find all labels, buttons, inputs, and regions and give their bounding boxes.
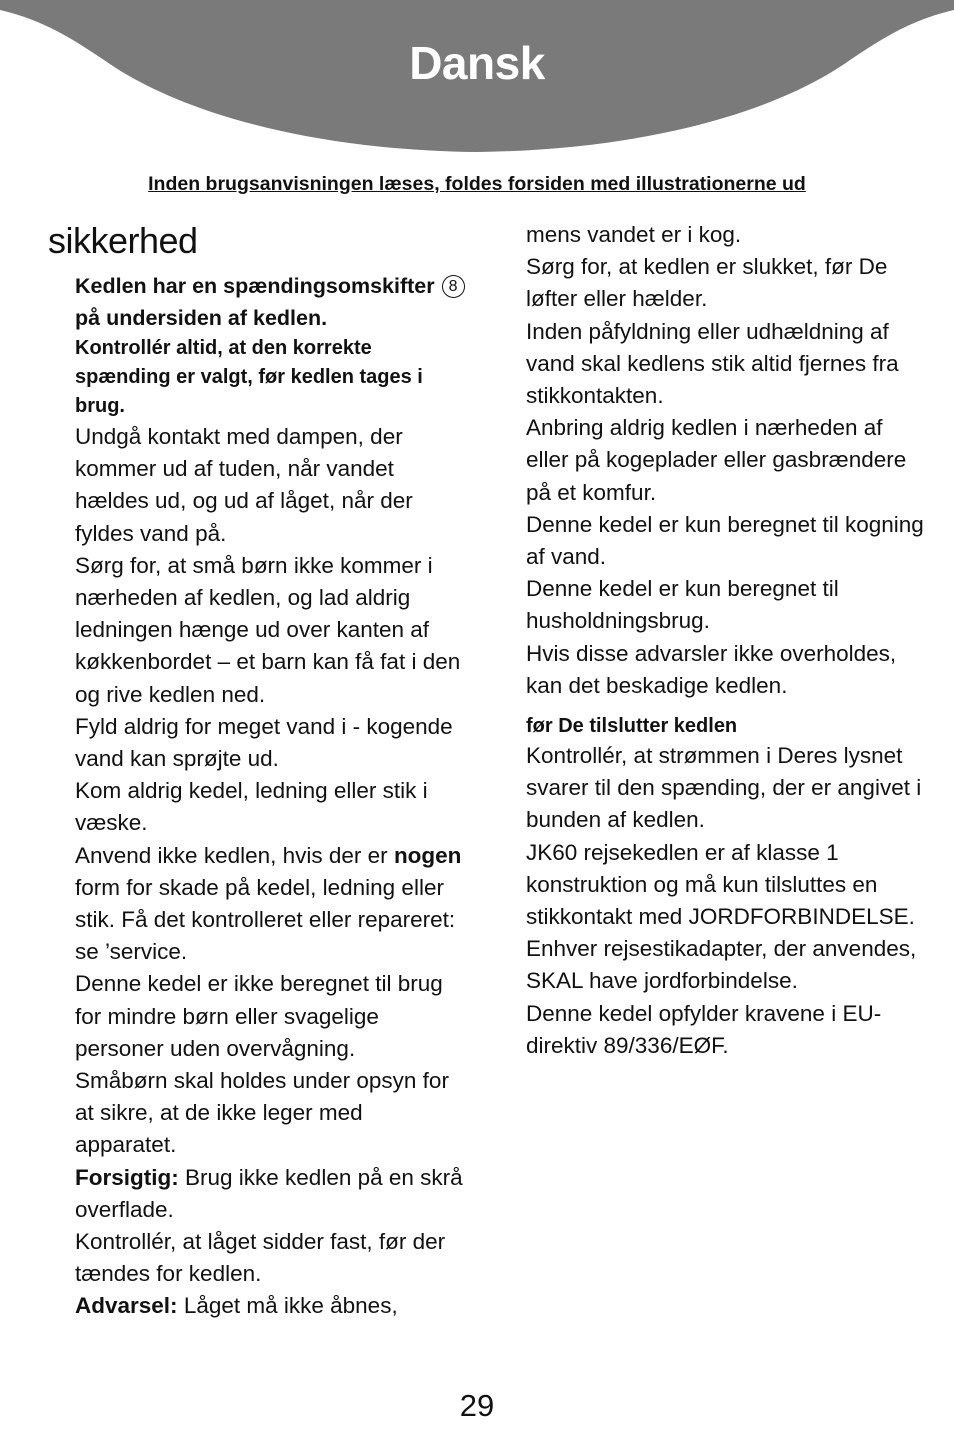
paragraph-household: Denne kedel er kun beregnet til husholdningsbrug. bbox=[526, 576, 839, 634]
paragraph-caution bbox=[75, 1162, 470, 1226]
reference-number-8: 8 bbox=[442, 275, 465, 298]
caution-label: Forsigtig: bbox=[75, 1164, 179, 1190]
right-column bbox=[526, 219, 926, 1062]
paragraph-supervision: Denne kedel er ikke beregnet til brug for mindre børn eller svagelige personer uden overvågning. bbox=[75, 971, 443, 1061]
damage-text: Anvend ikke kedlen, hvis der er bbox=[75, 842, 388, 868]
voltage-warning bbox=[75, 270, 470, 334]
paragraph-damage-warning: Hvis disse advarsler ikke overholdes, kan det beskadige kedlen. bbox=[526, 640, 897, 698]
paragraph-earthing: JK60 rejsekedlen er af klasse 1 konstruktion og må kun tilsluttes en stikkontakt med JORDFORBINDELSE. Enhver rejsestikadapter, der anvendes, SKAL have jordforbindelse. bbox=[526, 839, 917, 994]
paragraph-switched-off: Sørg for, at kedlen er slukket, før De løfter eller hælder. bbox=[526, 254, 888, 312]
paragraph-liquid: Kom aldrig kedel, ledning eller stik i væske. bbox=[75, 778, 428, 836]
paragraph-children: Sørg for, at små børn ikke kommer i nærheden af kedlen, og lad aldrig ledningen hænge ud over kanten af køkkenbordet – et barn kan få fat i den og rive kedlen ned. bbox=[75, 552, 461, 707]
caution-text: Brug ikke kedlen på en skrå overflade. bbox=[75, 1164, 463, 1222]
paragraph-voltage: Kontrollér, at strømmen i Deres lysnet svarer til den spænding, der er angivet i bunden af kedlen. bbox=[526, 743, 922, 833]
paragraph-damage bbox=[75, 840, 470, 969]
damage-emphasis: nogen bbox=[393, 842, 462, 868]
left-column bbox=[75, 270, 470, 1323]
page-title: Dansk bbox=[409, 37, 545, 89]
paragraph-small-children: Småbørn skal holdes under opsyn for at sikre, at de ikke leger med apparatet. bbox=[75, 1068, 449, 1158]
fold-out-notice: Inden brugsanvisningen læses, foldes forsiden med illustrationerne ud bbox=[148, 173, 806, 195]
paragraph-boiling: mens vandet er i kog. bbox=[526, 222, 742, 247]
paragraph-eu-directive: Denne kedel opfylder kravene i EU-direktiv 89/336/EØF. bbox=[526, 1000, 882, 1058]
damage-text-end: form for skade på kedel, ledning eller stik. Få det kontrolleret eller repareret: se ’service. bbox=[75, 874, 456, 965]
paragraph-steam: Undgå kontakt med dampen, der kommer ud af tuden, når vandet hældes ud, og ud af låget, når der fyldes vand på. bbox=[75, 424, 413, 546]
voltage-check-instruction: Kontrollér altid, at den korrekte spænding er valgt, før kedlen tages i brug. bbox=[75, 337, 423, 417]
paragraph-overfill: Fyld aldrig for meget vand i - kogende vand kan sprøjte ud. bbox=[75, 713, 453, 772]
page-number: 29 bbox=[459, 1388, 495, 1423]
warning-text: Låget må ikke åbnes, bbox=[183, 1293, 398, 1319]
voltage-warning-text-end: på undersiden af kedlen. bbox=[75, 306, 328, 330]
paragraph-unplug: Inden påfyldning eller udhældning af vand skal kedlens stik altid fjernes fra stikkontakten. bbox=[526, 318, 899, 409]
paragraph-lid: Kontrollér, at låget sidder fast, før der tændes for kedlen. bbox=[75, 1229, 446, 1287]
connect-subheading: før De tilslutter kedlen bbox=[526, 715, 738, 738]
section-heading: sikkerhed bbox=[48, 220, 198, 261]
voltage-warning-text: Kedlen har en spændingsomskifter bbox=[75, 274, 435, 298]
paragraph-water-only: Denne kedel er kun beregnet til kogning af vand. bbox=[526, 511, 924, 570]
paragraph-warning bbox=[75, 1290, 470, 1322]
warning-label: Advarsel: bbox=[75, 1293, 178, 1319]
paragraph-hotplates: Anbring aldrig kedlen i nærheden af eller på kogeplader eller gasbrændere på et komfur. bbox=[526, 415, 907, 505]
